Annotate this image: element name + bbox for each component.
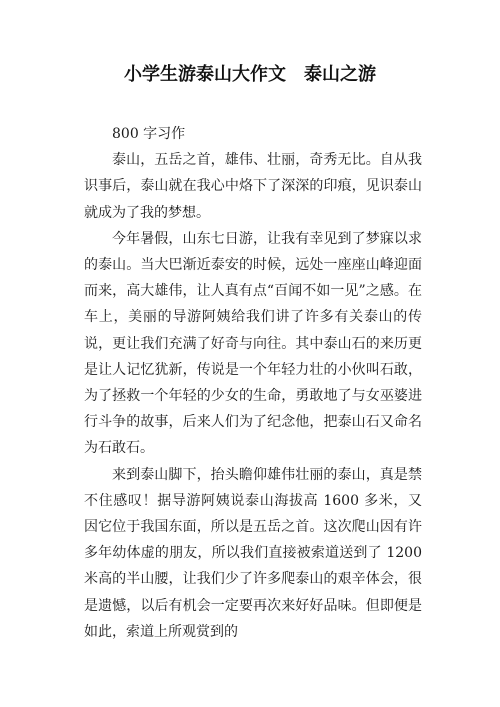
paragraph-1: 泰山，五岳之首，雄伟、壮丽，奇秀无比。自从我识事后，泰山就在我心中烙下了深深的印痕，见识泰山就成为了我的梦想。 bbox=[84, 152, 422, 221]
document-body bbox=[84, 121, 422, 645]
paragraph-2: 今年暑假，山东七日游，让我有幸见到了梦寐以求的泰山。当大巴渐近泰安的时候，远处一座座山峰迎面而来，高大雄伟，让人真有点“百闻不如一见”之感。在车上，美丽的导游阿姨给我们讲了许多有关泰山的传说，更让我们充满了好奇与向往。其中泰山石的来历更是让人记忆犹新，传说是一个年轻力壮的小伙叫石敢，为了拯救一个年轻的少女的生命，勇敢地了与女巫婆进行斗争的故事，后来人们为了纪念他，把泰山石又命名为石敢石。 bbox=[84, 230, 422, 457]
document-title: 小学生游泰山大作文 泰山之游 bbox=[124, 64, 376, 85]
paragraph-3: 来到泰山脚下，抬头瞻仰雄伟壮丽的泰山，真是禁不住感叹！据导游阿姨说泰山海拔高 1600 多米，又因它位于我国东面，所以是五岳之首。这次爬山因有许多年幼体虚的朋友，所以我们直接被索道送到了 1200 米高的半山腰，让我们少了许多爬泰山的艰辛体会，很是遗憾，以后有机会一定要再次来好好品味。但即便是如此，索道上所观赏到的 bbox=[84, 466, 422, 640]
word-count-line: 800 字习作 bbox=[112, 126, 186, 142]
